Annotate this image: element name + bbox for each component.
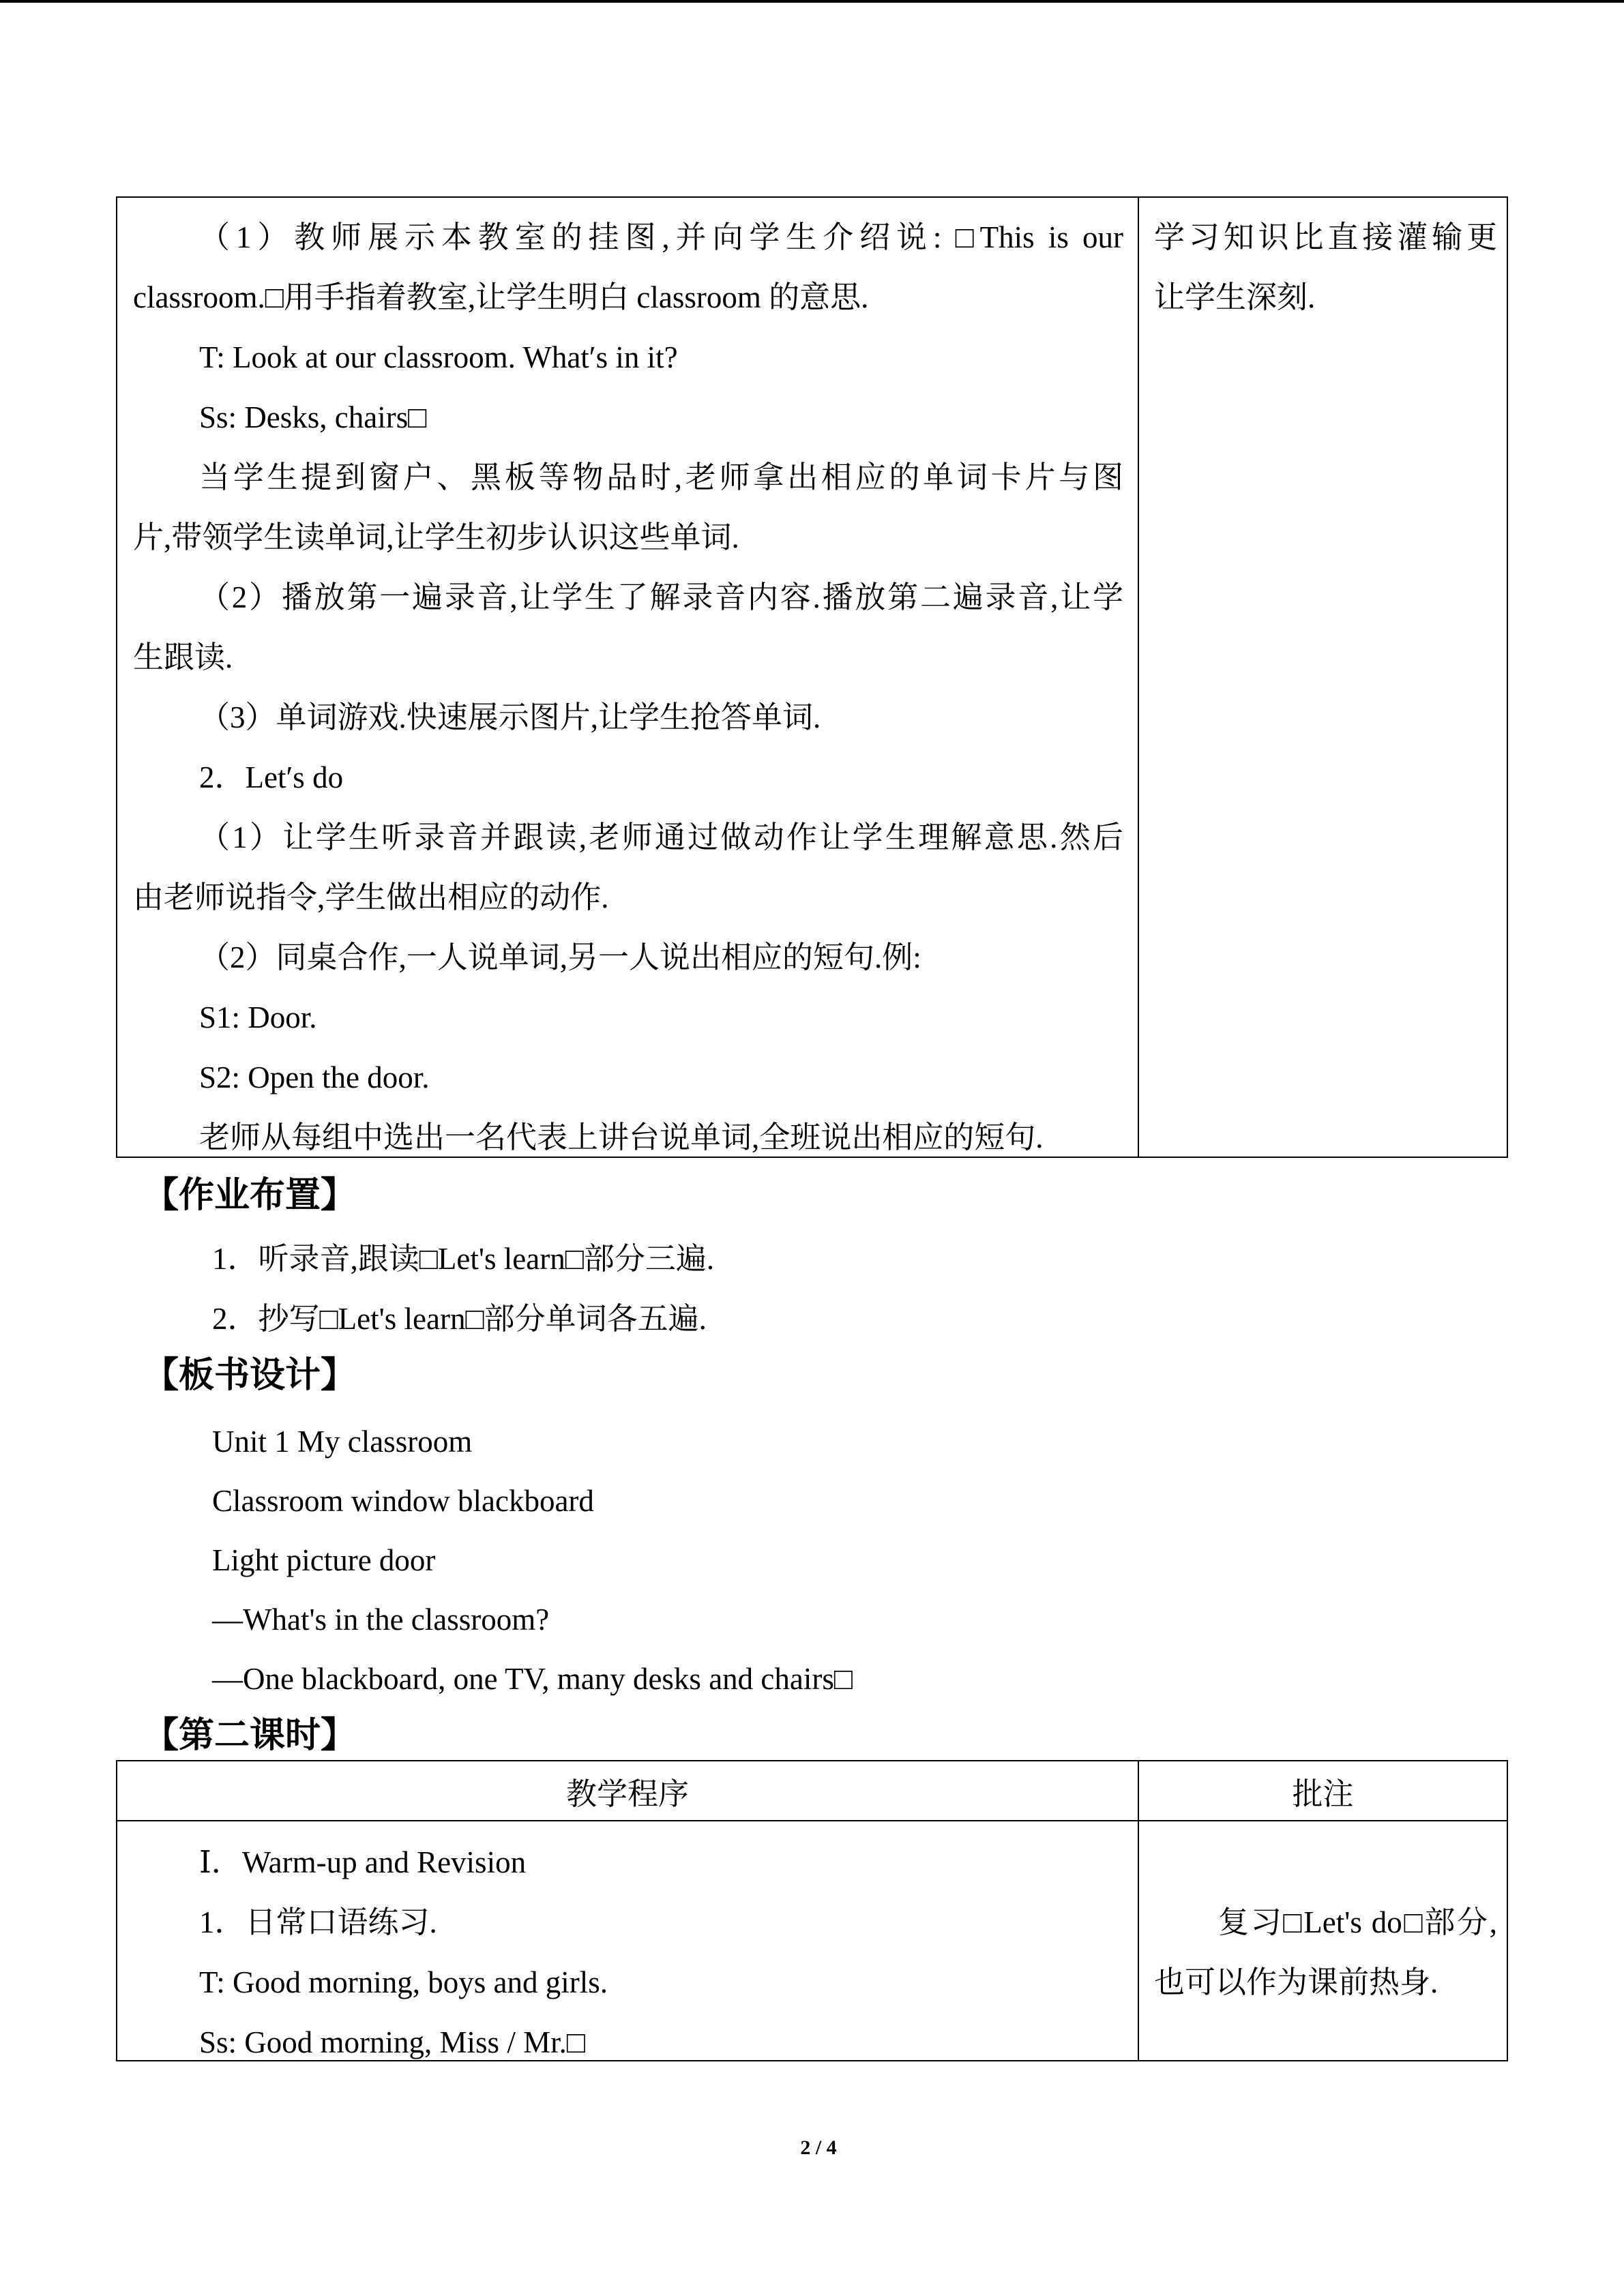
board-line: Light picture door (212, 1543, 436, 1577)
homework-heading: 【作业布置】 (143, 1176, 357, 1215)
procedure-paragraph (133, 807, 1123, 927)
text-line: 老师从每组中选出一名代表上讲台说单词,全班说出相应的短句. (199, 1120, 1044, 1154)
procedure-paragraph (133, 1107, 1123, 1167)
text-line: S1: Door. (199, 1000, 317, 1034)
procedure-cell (117, 1821, 1139, 2060)
board-design-heading: 【板书设计】 (143, 1356, 357, 1395)
text-line: Ss: Desks, chairs□ (199, 400, 427, 434)
annotation-cell (1139, 198, 1507, 1157)
page-number: 2 / 4 (800, 2136, 837, 2159)
text-line: 1．日常口语练习. (199, 1905, 437, 1939)
homework-item: 2．抄写□Let's learn□部分单词各五遍. (212, 1302, 707, 1336)
homework-item: 1．听录音,跟读□Let's learn□部分三遍. (212, 1242, 715, 1276)
second-period-table (116, 1760, 1508, 2061)
annotation-cell (1139, 1821, 1507, 2060)
text-line: T: Good morning, boys and girls. (199, 1965, 608, 1999)
procedure-paragraph (133, 327, 1123, 387)
header-teaching-procedure: 教学程序 (117, 1761, 1139, 1820)
text-line: Ⅰ．Warm-up and Revision (199, 1845, 527, 1879)
homework-list (212, 1229, 714, 1349)
procedure-paragraph (133, 687, 1123, 747)
board-line: Classroom window blackboard (212, 1484, 594, 1518)
top-rule (0, 0, 1624, 3)
text-line: 学习知识比直接灌输更 (1154, 220, 1497, 254)
text-line: 2．Let′s do (199, 760, 344, 794)
text-line: 复习□Let's do□部分, (1218, 1905, 1497, 1939)
table-header-row (117, 1761, 1507, 1821)
board-line: —What's in the classroom? (212, 1602, 550, 1637)
text-line: Ss: Good morning, Miss / Mr.□ (199, 2025, 586, 2059)
second-period-heading: 【第二课时】 (143, 1716, 357, 1755)
procedure-paragraph (133, 987, 1123, 1047)
board-line: Unit 1 My classroom (212, 1425, 473, 1459)
text-line: （1）让学生听录音并跟读,老师通过做动作让学生理解意思.然后 (199, 820, 1123, 854)
text-line: classroom.□用手指着教室,让学生明白 classroom 的意思. (133, 280, 869, 314)
procedure-paragraph (133, 747, 1123, 807)
text-line: （1）教师展示本教室的挂图,并向学生介绍说: □This is our (199, 220, 1123, 254)
text-line: （2）播放第一遍录音,让学生了解录音内容.播放第二遍录音,让学 (199, 580, 1123, 614)
procedure-paragraph (133, 567, 1123, 687)
text-line: S2: Open the door. (199, 1060, 430, 1094)
annotation-paragraph (1154, 207, 1497, 327)
table-body-row (117, 1821, 1507, 2060)
text-line: 让学生深刻. (1154, 280, 1316, 314)
board-design-content (212, 1412, 853, 1709)
text-line: （3）单词游戏.快速展示图片,让学生抢答单词. (199, 700, 821, 734)
procedure-paragraph (133, 1047, 1123, 1107)
procedure-table-continued (116, 196, 1508, 1158)
text-line: 生跟读. (133, 640, 233, 674)
text-line: 由老师说指令,学生做出相应的动作. (133, 880, 609, 914)
header-annotation: 批注 (1292, 1777, 1354, 1811)
procedure-paragraph (133, 387, 1123, 447)
board-line: —One blackboard, one TV, many desks and chairs□ (212, 1662, 853, 1696)
procedure-paragraph (133, 447, 1123, 567)
procedure-paragraph (133, 207, 1123, 327)
procedure-cell (117, 198, 1139, 1157)
text-line: T: Look at our classroom. What′s in it? (199, 340, 678, 374)
text-line: 当学生提到窗户、黑板等物品时,老师拿出相应的单词卡片与图 (199, 460, 1123, 494)
procedure-paragraph (133, 927, 1123, 987)
text-line: 片,带领学生读单词,让学生初步认识这些单词. (133, 520, 739, 554)
text-line: （2）同桌合作,一人说单词,另一人说出相应的短句.例: (199, 940, 921, 974)
text-line: 也可以作为课前热身. (1154, 1965, 1438, 1999)
